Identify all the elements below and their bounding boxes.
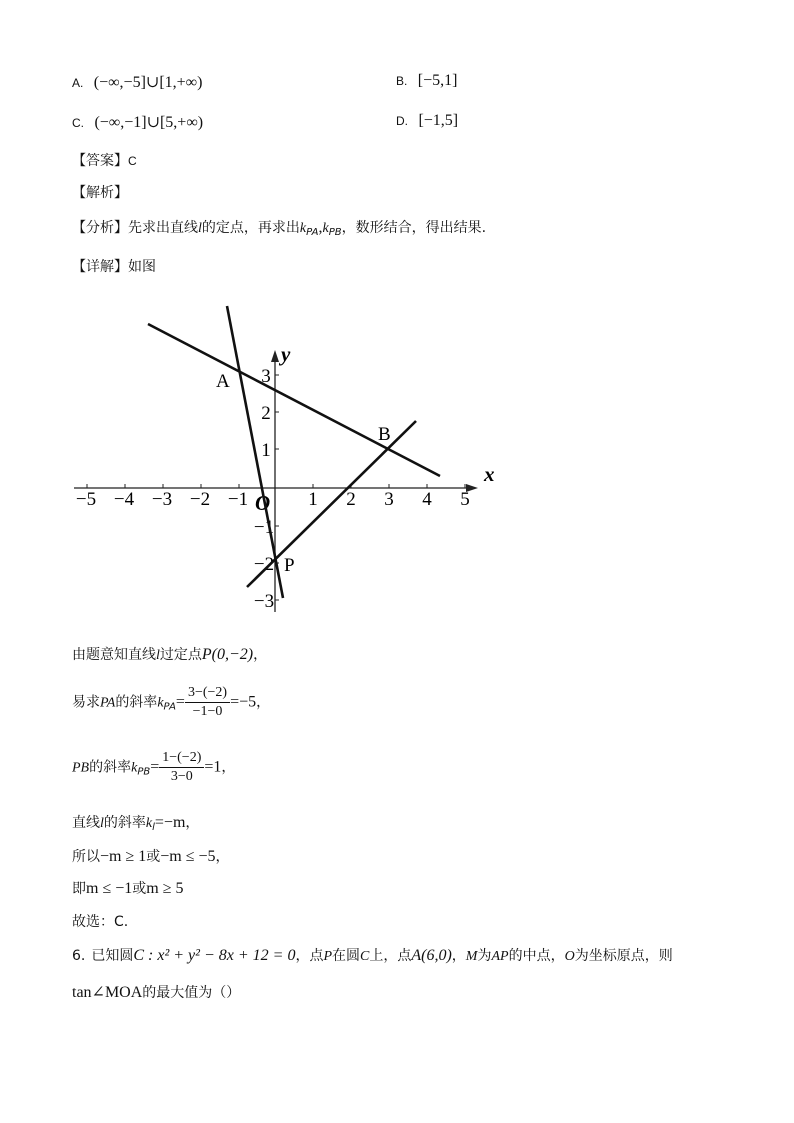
text: 或 — [132, 881, 147, 897]
text: 的斜率 — [115, 694, 158, 711]
coordinate-figure — [60, 295, 510, 620]
denominator: −1−0 — [192, 704, 223, 719]
slope-sub: PB — [137, 766, 151, 778]
option-c — [72, 112, 203, 132]
result: =1 — [204, 758, 222, 776]
text: 或 — [146, 849, 161, 865]
line-l: l — [100, 816, 104, 831]
x-tick-label: −3 — [151, 489, 173, 510]
answer-line — [72, 150, 137, 170]
y-axis-label: y — [281, 342, 291, 366]
text: ， — [451, 948, 466, 964]
point-m: M — [465, 949, 478, 964]
point-a-label: A — [216, 371, 230, 392]
text: 的斜率 — [103, 815, 146, 831]
x-tick-label: 3 — [384, 489, 394, 510]
text: 的中点， — [508, 948, 565, 964]
point-p: P(0,−2) — [201, 646, 254, 663]
option-text: (−∞,−5]∪[1,+∞) — [93, 74, 203, 91]
text: ， — [221, 759, 236, 776]
x-tick-label: 2 — [346, 489, 356, 510]
x-tick-label: −1 — [227, 489, 249, 510]
x-axis-label: x — [484, 462, 495, 486]
point-p: P — [323, 949, 333, 964]
solution-line-3 — [72, 750, 235, 785]
option-b — [396, 72, 457, 90]
text: 的最大值为（） — [142, 985, 241, 1001]
text: 即 — [72, 881, 86, 897]
slope-k: k — [322, 221, 329, 236]
text: 易求 — [72, 694, 100, 711]
equals: = — [150, 758, 160, 776]
x-tick-label: −2 — [189, 489, 211, 510]
y-tick-label: 2 — [261, 403, 271, 424]
option-d — [396, 112, 458, 130]
text: ， — [215, 849, 230, 865]
fenxi-line — [72, 217, 486, 238]
text: 由题意知直线 — [72, 647, 156, 663]
option-text: (−∞,−1]∪[5,+∞) — [94, 114, 204, 131]
numerator: 3−(−2) — [185, 685, 230, 703]
line-through-a-b — [148, 324, 440, 476]
line-l: l — [156, 648, 160, 663]
x-tick-label: −5 — [75, 489, 97, 510]
text: ， — [253, 647, 268, 663]
fraction — [185, 685, 230, 720]
point-b-label: B — [378, 424, 391, 445]
option-text: [−5,1] — [417, 72, 458, 89]
point-a: A(6,0) — [411, 947, 452, 964]
segment-pb: PB — [72, 760, 90, 776]
segment-ap: AP — [491, 949, 509, 964]
x-tick-label: 5 — [460, 489, 470, 510]
question-6-line-2 — [72, 982, 240, 1002]
text: 为坐标原点，则 — [574, 948, 673, 964]
text: 为 — [477, 948, 492, 964]
detail-line — [72, 256, 156, 276]
text: ， — [256, 694, 271, 711]
numerator: 1−(−2) — [159, 750, 204, 768]
slope-sub: PA — [306, 227, 319, 238]
fenxi-text: 的定点，再求出 — [201, 220, 300, 236]
slope-sub: PB — [328, 227, 342, 238]
line-l: l — [198, 221, 202, 236]
analysis-label: 【解析】 — [72, 185, 128, 201]
slope-sub: PA — [163, 701, 176, 713]
option-letter: C. — [72, 116, 84, 130]
inequality: m ≤ −1 — [86, 880, 133, 897]
circle-equation: C : x² + y² − 8x + 12 = 0 — [133, 947, 296, 964]
fenxi-text: 先求出直线 — [128, 220, 198, 236]
tan-expression: tan∠MOA — [72, 984, 143, 1001]
answer-label: 【答案】 — [72, 153, 128, 169]
text: 直线 — [72, 815, 100, 831]
option-letter: A. — [72, 76, 84, 90]
solution-line-7: 故选：C. — [72, 914, 129, 930]
detail-text: 如图 — [128, 259, 156, 275]
fenxi-label: 【分析】 — [72, 220, 128, 236]
text: 上，点 — [369, 948, 412, 964]
option-a — [72, 72, 202, 92]
text: 在圆 — [332, 948, 361, 964]
origin-label: O — [255, 491, 271, 515]
x-tick-label: 1 — [308, 489, 318, 510]
slope-sub: l — [152, 822, 155, 833]
comma: , — [318, 219, 323, 236]
option-text: [−1,5] — [418, 112, 459, 129]
solution-line-5 — [72, 846, 230, 866]
slope-k: k — [131, 760, 138, 776]
text: 所以 — [72, 849, 100, 865]
option-letter: B. — [396, 74, 408, 88]
circle-c: C — [360, 949, 370, 964]
equals: = — [175, 693, 185, 711]
text: ， — [185, 815, 200, 831]
solution-line-4 — [72, 812, 199, 833]
fenxi-text: ，数形结合，得出结果. — [341, 220, 487, 236]
origin-o: O — [564, 949, 575, 964]
detail-label: 【详解】 — [72, 259, 128, 275]
result: =−5 — [230, 693, 257, 711]
inequality: −m ≤ −5 — [160, 848, 216, 865]
denominator: 3−0 — [170, 769, 193, 784]
answer-value: C — [128, 154, 137, 168]
point-p-label: P — [284, 555, 295, 576]
x-tick-label: −4 — [113, 489, 135, 510]
y-tick-label: 3 — [261, 366, 271, 387]
y-tick-label: −2 — [253, 554, 275, 575]
question-number: 6. — [72, 948, 86, 964]
question-6-line-1 — [72, 945, 673, 965]
text: 的斜率 — [89, 759, 132, 776]
fraction — [159, 750, 204, 785]
solution-line-1 — [72, 644, 267, 664]
y-tick-label: −3 — [253, 591, 275, 612]
y-axis-arrow — [271, 350, 279, 362]
solution-line-6 — [72, 878, 183, 898]
solution-line-2 — [72, 685, 270, 720]
x-tick-label: 4 — [422, 489, 432, 510]
y-tick-label: 1 — [261, 440, 271, 461]
result: =−m — [154, 814, 186, 831]
text: 已知圆 — [91, 948, 134, 964]
y-tick-label: −1 — [253, 517, 275, 538]
slope-k: k — [145, 816, 153, 831]
slope-k: k — [299, 221, 307, 236]
segment-pa: PA — [100, 695, 116, 711]
text: ，点 — [295, 948, 324, 964]
text: 过定点 — [159, 647, 202, 663]
slope-k: k — [157, 695, 164, 711]
inequality: m ≥ 5 — [146, 880, 184, 897]
option-letter: D. — [396, 114, 408, 128]
inequality: −m ≥ 1 — [100, 848, 147, 865]
